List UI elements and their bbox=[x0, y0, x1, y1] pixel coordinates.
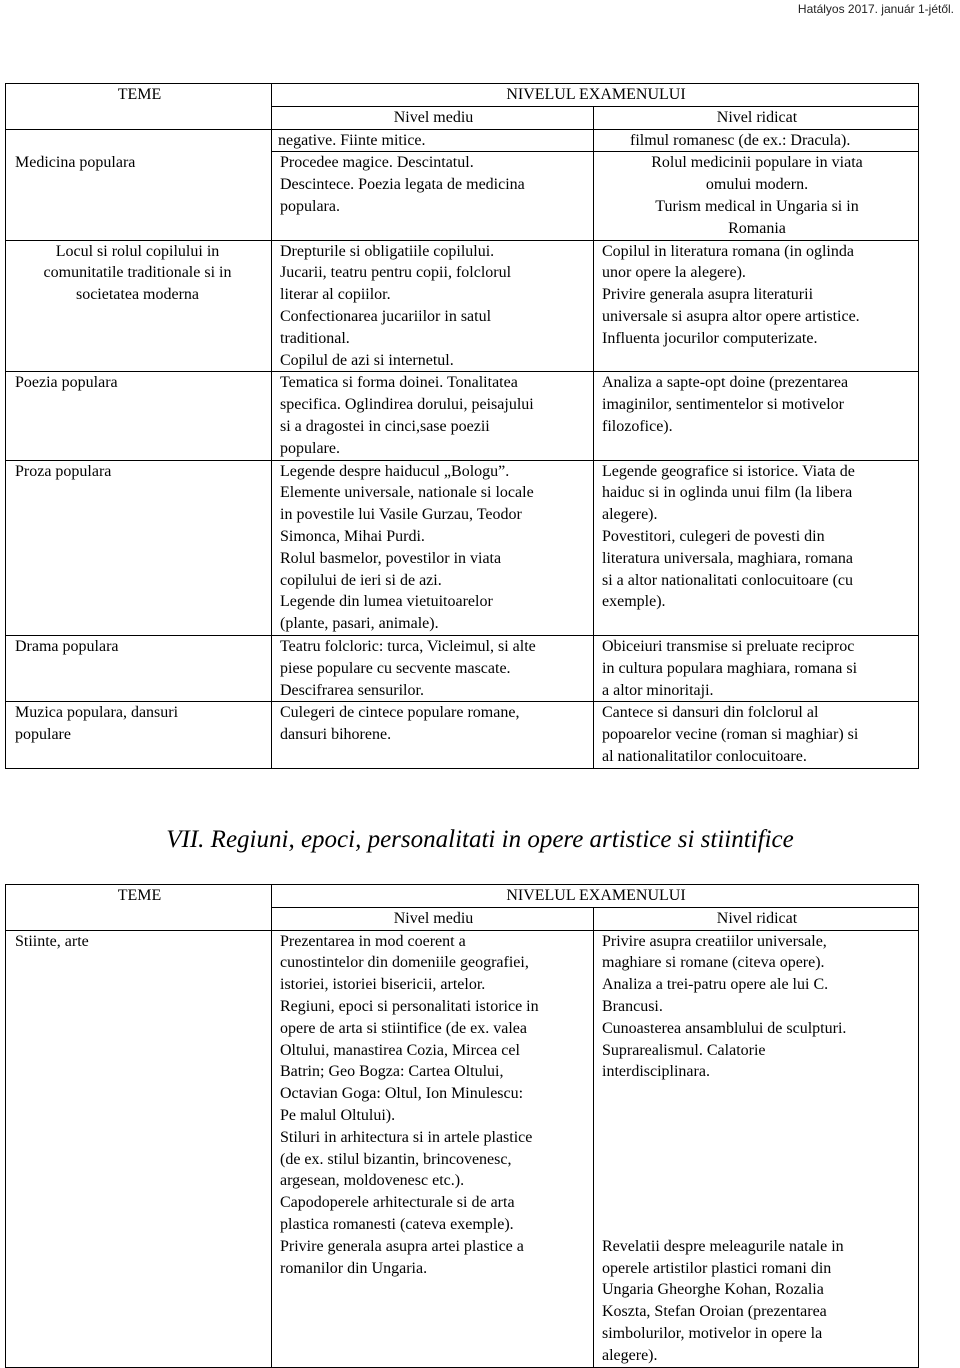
table-row bbox=[6, 152, 919, 240]
ridicat-cell: Analiza a sapte-opt doine (prezentarea imaginilor, sentimentelor si motivelor filozofice). bbox=[594, 372, 919, 460]
ridicat-cell: filmul romanesc (de ex.: Dracula). bbox=[594, 129, 919, 152]
tema-cell: Proza populara bbox=[6, 460, 272, 635]
mediu-cell: Legende despre haiducul „Bologu”. Elemente universale, nationale si locale in povestile lui Vasile Gurzau, Teodor Simonca, Mihai Purdi. Rolul basmelor, povestilor in viata copilului de ieri si de azi. Legende din lumea vietuitoarelor (plante, pasari, animale). bbox=[272, 460, 594, 635]
col-header-nivel-mediu: Nivel mediu bbox=[272, 907, 594, 930]
mediu-cell: Procedee magice. Descintatul. Descintece. Poezia legata de medicina populara. bbox=[272, 152, 594, 240]
table-row bbox=[6, 930, 919, 1367]
ridicat-cell: Copilul in literatura romana (in oglinda unor opere la alegere). Privire generala asupra literaturii universale si asupra altor opere artistice. Influenta jocurilor computerizate. bbox=[594, 240, 919, 372]
mediu-cell: Tematica si forma doinei. Tonalitatea specifica. Oglindirea dorului, peisajului si a dragostei in cinci,sase poezii populare. bbox=[272, 372, 594, 460]
table-row bbox=[6, 372, 919, 460]
col-header-teme: TEME bbox=[6, 84, 272, 130]
ridicat-cell: Rolul medicinii populare in viata omului modern. Turism medical in Ungaria si in Romania bbox=[594, 152, 919, 240]
curriculum-table-2 bbox=[5, 884, 919, 1368]
table-row bbox=[6, 635, 919, 701]
ridicat-cell: Obiceiuri transmise si preluate reciproc in cultura populara maghiara, romana si a altor minoritaji. bbox=[594, 635, 919, 701]
ridicat-cell: Legende geografice si istorice. Viata de haiduc si in oglinda unui film (la libera alegere). Povestitori, culegeri de povesti din literatura universala, maghiara, romana si a altor nationalitati conlocuitoare (cu exemple). bbox=[594, 460, 919, 635]
tema-cell: Muzica populara, dansuri populare bbox=[6, 702, 272, 768]
table-row-continuation bbox=[6, 129, 919, 152]
tema-cell: Medicina populara bbox=[6, 152, 272, 240]
col-header-nivel-ridicat: Nivel ridicat bbox=[594, 106, 919, 129]
col-header-teme: TEME bbox=[6, 885, 272, 931]
curriculum-table-1 bbox=[5, 83, 919, 769]
page-header-validity: Hatályos 2017. január 1-jétől. bbox=[797, 2, 954, 16]
mediu-cell: Drepturile si obligatiile copilului. Jucarii, teatru pentru copii, folclorul literar al copiilor. Confectionarea jucariilor in satul traditional. Copilul de azi si internetul. bbox=[272, 240, 594, 372]
tema-cell: Locul si rolul copilului in comunitatile traditionale si in societatea moderna bbox=[6, 240, 272, 372]
table-header-row bbox=[6, 885, 919, 908]
col-header-nivel: NIVELUL EXAMENULUI bbox=[272, 84, 919, 107]
table-row bbox=[6, 702, 919, 768]
tema-cell: Poezia populara bbox=[6, 372, 272, 460]
ridicat-cell: Cantece si dansuri din folclorul al popoarelor vecine (roman si maghiar) si al nationalitatilor conlocuitoare. bbox=[594, 702, 919, 768]
col-header-nivel-ridicat: Nivel ridicat bbox=[594, 907, 919, 930]
table-row bbox=[6, 240, 919, 372]
ridicat-cell: Privire asupra creatiilor universale, maghiare si romane (citeva opere). Analiza a trei-patru opere ale lui C. Brancusi. Cunoasterea ansamblului de sculpturi. Suprarealismul. Calatorie interdisciplinara. Revelatii despre meleagurile natale in operele artistilor plastici romani din Ungaria Gheorghe Kohan, Rozalia Koszta, Stefan Oroian (prezentarea simbolurilor, motivelor in opere la alegere). bbox=[594, 930, 919, 1367]
col-header-nivel-mediu: Nivel mediu bbox=[272, 106, 594, 129]
table-row bbox=[6, 460, 919, 635]
tema-cell-empty bbox=[6, 129, 272, 152]
table-header-row bbox=[6, 84, 919, 107]
col-header-nivel: NIVELUL EXAMENULUI bbox=[272, 885, 919, 908]
section-title: VII. Regiuni, epoci, personalitati in opere artistice si stiintifice bbox=[166, 826, 794, 853]
tema-cell: Drama populara bbox=[6, 635, 272, 701]
mediu-cell: Teatru folcloric: turca, Vicleimul, si alte piese populare cu secvente mascate. Descifrarea sensurilor. bbox=[272, 635, 594, 701]
mediu-cell: negative. Fiinte mitice. bbox=[272, 129, 594, 152]
mediu-cell: Prezentarea in mod coerent a cunostintelor din domeniile geografiei, istoriei, istoriei bisericii, artelor. Regiuni, epoci si personalitati istorice in opere de arta si stiintifice (de ex. valea Oltului, manastirea Cozia, Mircea cel Batrin; Geo Bogza: Cartea Oltului, Octavian Goga: Oltul, Ion Minulescu: Pe malul Oltului). Stiluri in arhitectura si in artele plastice (de ex. stilul bizantin, brincovenesc, argesean, moldovenesc etc.). Capodoperele arhitecturale si de arta plastica romanesti (cateva exemple). Privire generala asupra artei plastice a romanilor din Ungaria. bbox=[272, 930, 594, 1367]
tema-cell: Stiinte, arte bbox=[6, 930, 272, 1367]
mediu-cell: Culegeri de cintece populare romane, dansuri bihorene. bbox=[272, 702, 594, 768]
